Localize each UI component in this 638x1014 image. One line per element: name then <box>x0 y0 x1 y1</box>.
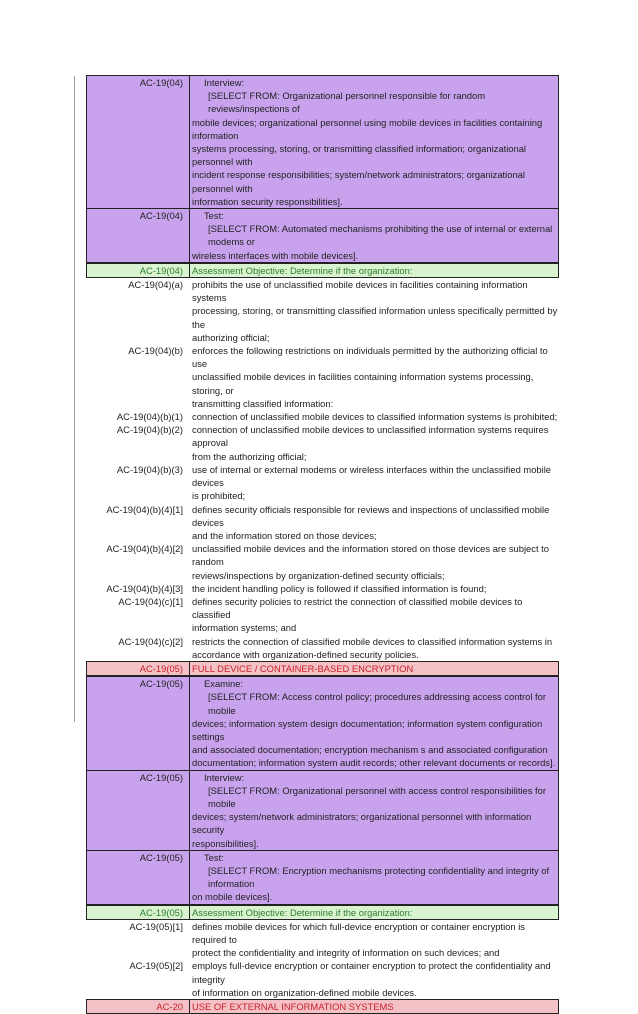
text-line: responsibilities]. <box>192 837 259 849</box>
determination-row <box>86 920 559 960</box>
text-line: mobile devices; organizational personnel using mobile devices in facilities containing information <box>192 116 543 141</box>
text-line: wireless interfaces with mobile devices]. <box>192 249 359 261</box>
control-id: AC-19(04)(b)(4)[1] <box>106 503 183 515</box>
row-text <box>189 595 559 635</box>
row-text <box>189 771 559 851</box>
determination-row <box>86 278 559 344</box>
text-line: connection of unclassified mobile devices to unclassified information systems requires approval <box>192 424 549 449</box>
text-line: [SELECT FROM: Automated mechanisms prohibiting the use of internal or external modems or <box>208 223 553 248</box>
text-line: Examine: <box>204 678 244 690</box>
method-row <box>86 851 559 905</box>
text-line: defines security policies to restrict the connection of classified mobile devices to classified <box>192 595 523 621</box>
text-line: connection of unclassified mobile devices to classified information systems is prohibited; <box>192 411 558 423</box>
row-text <box>189 676 559 770</box>
row-text <box>189 999 559 1014</box>
row-text <box>189 542 559 582</box>
text-line: restricts the connection of classified mobile devices to classified information systems in <box>192 635 553 647</box>
method-row <box>86 75 559 209</box>
row-text <box>189 423 559 463</box>
text-line: on mobile devices]. <box>192 891 273 903</box>
method-row <box>86 771 559 851</box>
control-id: AC-19(05) <box>86 851 189 905</box>
text-line: protect the confidentiality and integrity of information on such devices; and <box>192 947 500 959</box>
determination-row <box>86 959 559 999</box>
determination-row <box>86 503 559 543</box>
control-id: AC-19(04)(b)(2) <box>116 424 183 436</box>
control-id: AC-20 <box>86 999 189 1014</box>
text-line: from the authorizing official; <box>192 450 307 462</box>
determination-row <box>86 410 559 423</box>
row-text <box>189 263 559 278</box>
row-text <box>189 209 559 263</box>
objective-row <box>86 263 559 278</box>
text-line: devices; system/network administrators; organizational personnel with information security <box>192 811 532 836</box>
text-line: USE OF EXTERNAL INFORMATION SYSTEMS <box>192 1001 394 1013</box>
text-line: unclassified mobile devices and the information stored on those devices are subject to random <box>192 543 549 568</box>
row-text <box>189 463 559 503</box>
text-line: [SELECT FROM: Access control policy; procedures addressing access control for mobile <box>208 691 546 716</box>
row-text <box>189 635 559 661</box>
method-row <box>86 209 559 263</box>
control-id: AC-19(05) <box>86 905 189 920</box>
text-line: employs full-device encryption or container encryption to protect the confidentiality and integrity <box>192 960 551 985</box>
determination-row <box>86 463 559 503</box>
row-text <box>189 278 559 344</box>
row-text <box>189 959 559 999</box>
control-id: AC-19(05)[2] <box>129 960 183 972</box>
determination-row <box>86 582 559 595</box>
control-heading-row <box>86 999 559 1014</box>
method-row <box>86 676 559 770</box>
text-line: of information on organization-defined mobile devices. <box>192 986 417 998</box>
text-line: Assessment Objective: Determine if the organization: <box>192 264 413 276</box>
row-text <box>189 905 559 920</box>
row-text <box>189 920 559 960</box>
control-id: AC-19(05) <box>86 676 189 770</box>
text-line: is prohibited; <box>192 490 246 502</box>
control-id: AC-19(04)(b)(4)[2] <box>106 543 183 555</box>
text-line: enforces the following restrictions on individuals permitted by the authorizing official to use <box>192 345 548 370</box>
row-text <box>189 851 559 905</box>
assessment-table <box>86 75 559 1014</box>
text-line: documentation; information system audit records; other relevant documents or records]. <box>192 757 556 769</box>
control-id: AC-19(04)(b) <box>128 345 183 357</box>
row-text <box>189 582 559 595</box>
objective-row <box>86 905 559 920</box>
text-line: unclassified mobile devices in facilities containing information systems processing, storing, or <box>192 371 534 396</box>
text-line: the incident handling policy is followed if classified information is found; <box>192 582 487 594</box>
row-text <box>189 410 559 423</box>
text-line: reviews/inspections by organization-defined security officials; <box>192 569 445 581</box>
control-id: AC-19(04)(b)(1) <box>116 411 183 423</box>
text-line: Test: <box>204 210 224 222</box>
control-id: AC-19(04)(a) <box>128 279 183 291</box>
text-line: information security responsibilities]. <box>192 195 343 207</box>
text-line: Interview: <box>204 771 245 783</box>
control-id: AC-19(04) <box>86 209 189 263</box>
determination-row <box>86 595 559 635</box>
control-id: AC-19(04)(c)[1] <box>118 595 183 607</box>
control-id: AC-19(04)(b)(3) <box>116 463 183 475</box>
row-text <box>189 503 559 543</box>
text-line: prohibits the use of unclassified mobile devices in facilities containing information systems <box>192 279 528 304</box>
text-line: FULL DEVICE / CONTAINER-BASED ENCRYPTION <box>192 662 414 674</box>
control-id: AC-19(04)(c)[2] <box>118 635 183 647</box>
text-line: systems processing, storing, or transmitting classified information; organizational personnel with <box>192 143 526 168</box>
text-line: authorizing official; <box>192 331 270 343</box>
text-line: defines mobile devices for which full-device encryption or container encryption is required to <box>192 920 525 945</box>
determination-row <box>86 344 559 410</box>
text-line: accordance with organization-defined security policies. <box>192 648 419 660</box>
determination-row <box>86 423 559 463</box>
control-id: AC-19(05) <box>86 661 189 676</box>
left-margin-rule <box>74 76 75 722</box>
row-text <box>189 344 559 410</box>
text-line: Assessment Objective: Determine if the organization: <box>192 906 413 918</box>
text-line: Interview: <box>204 77 245 88</box>
text-line: [SELECT FROM: Encryption mechanisms protecting confidentiality and integrity of information <box>208 864 550 890</box>
text-line: devices; information system design documentation; information system configuration settings <box>192 717 543 742</box>
control-id: AC-19(05)[1] <box>129 920 183 932</box>
control-heading-row <box>86 661 559 676</box>
determination-row <box>86 635 559 661</box>
text-line: processing, storing, or transmitting classified information unless specifically permitted by the <box>192 305 558 330</box>
row-text <box>189 661 559 676</box>
text-line: Test: <box>204 851 224 863</box>
text-line: and associated documentation; encryption mechanism s and associated configuration <box>192 744 548 756</box>
text-line: information systems; and <box>192 622 297 634</box>
text-line: transmitting classified information: <box>192 397 334 409</box>
control-id: AC-19(04) <box>86 263 189 278</box>
control-id: AC-19(04) <box>86 75 189 209</box>
determination-row <box>86 542 559 582</box>
control-id: AC-19(05) <box>86 771 189 851</box>
text-line: [SELECT FROM: Organizational personnel responsible for random reviews/inspections of <box>208 90 486 115</box>
text-line: [SELECT FROM: Organizational personnel with access control responsibilities for mobile <box>208 784 546 809</box>
text-line: defines security officials responsible for reviews and inspections of unclassified mobile devices <box>192 503 550 528</box>
row-text <box>189 75 559 209</box>
text-line: incident response responsibilities; system/network administrators; organizational personnel with <box>192 169 525 194</box>
text-line: use of internal or external modems or wireless interfaces within the unclassified mobile devices <box>192 463 552 489</box>
text-line: and the information stored on those devices; <box>192 529 377 541</box>
control-id: AC-19(04)(b)(4)[3] <box>106 582 183 594</box>
